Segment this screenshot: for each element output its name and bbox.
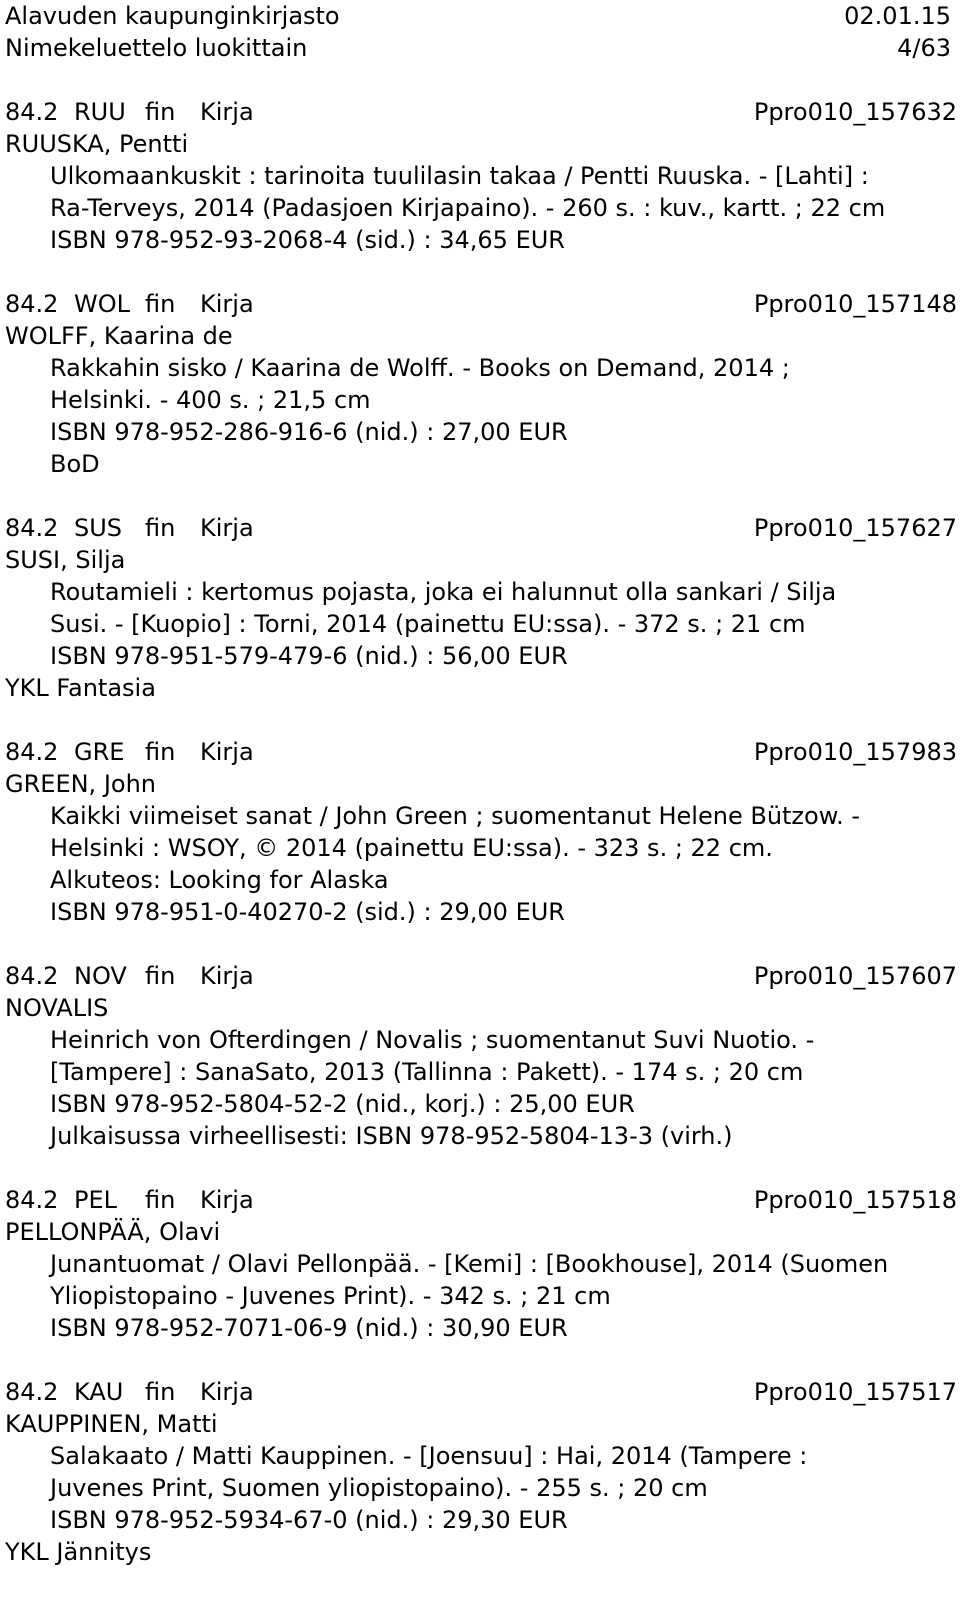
- catalog-page: [5, 0, 957, 1600]
- language: fin: [145, 514, 176, 542]
- record-id: Ppro010_157148: [753, 290, 957, 318]
- entry-heading: [5, 96, 957, 128]
- language: fin: [145, 290, 176, 318]
- language: fin: [145, 962, 176, 990]
- catalog-entry: [5, 512, 957, 704]
- entry-description-line: ISBN 978-952-286-916-6 (nid.) : 27,00 EUR: [50, 418, 568, 446]
- catalog-entry: [5, 1184, 957, 1344]
- language: fin: [145, 1378, 176, 1406]
- entry-author: PELLONPÄÄ, Olavi: [5, 1218, 221, 1246]
- entry-heading: [5, 1184, 957, 1216]
- entry-description-line: Routamieli : kertomus pojasta, joka ei halunnut olla sankari / Silja: [50, 578, 837, 606]
- entry-author: WOLFF, Kaarina de: [5, 322, 233, 350]
- material-type: Kirja: [200, 514, 254, 542]
- class-number: 84.2: [5, 98, 59, 126]
- class-number: 84.2: [5, 1378, 59, 1406]
- list-title: Nimekeluettelo luokittain: [5, 34, 308, 62]
- catalog-entry: [5, 736, 957, 928]
- entry-author: GREEN, John: [5, 770, 156, 798]
- entry-subject-tag: YKL Jännitys: [5, 1538, 152, 1566]
- entry-author: SUSI, Silja: [5, 546, 126, 574]
- entry-heading: [5, 1376, 957, 1408]
- entry-subject-tag: YKL Fantasia: [5, 674, 156, 702]
- shelf-code: GRE: [74, 738, 125, 766]
- library-name: Alavuden kaupunginkirjasto: [5, 2, 340, 30]
- entry-author: KAUPPINEN, Matti: [5, 1410, 218, 1438]
- entry-description-line: Alkuteos: Looking for Alaska: [50, 866, 389, 894]
- entry-description-line: ISBN 978-952-93-2068-4 (sid.) : 34,65 EUR: [50, 226, 565, 254]
- material-type: Kirja: [200, 1378, 254, 1406]
- entry-description-line: Junantuomat / Olavi Pellonpää. - [Kemi] : [Bookhouse], 2014 (Suomen: [50, 1250, 889, 1278]
- shelf-code: NOV: [74, 962, 127, 990]
- entry-description-line: BoD: [50, 450, 100, 478]
- record-id: Ppro010_157517: [753, 1378, 957, 1406]
- entry-description-line: Ulkomaankuskit : tarinoita tuulilasin takaa / Pentti Ruuska. - [Lahti] :: [50, 162, 869, 190]
- class-number: 84.2: [5, 738, 59, 766]
- language: fin: [145, 1186, 176, 1214]
- entry-description-line: ISBN 978-952-5804-52-2 (nid., korj.) : 25,00 EUR: [50, 1090, 635, 1118]
- shelf-code: RUU: [74, 98, 126, 126]
- catalog-entry: [5, 960, 957, 1152]
- shelf-code: SUS: [74, 514, 123, 542]
- entry-description-line: Salakaato / Matti Kauppinen. - [Joensuu] : Hai, 2014 (Tampere :: [50, 1442, 808, 1470]
- catalog-entry: [5, 96, 957, 256]
- entry-description-line: Heinrich von Ofterdingen / Novalis ; suomentanut Suvi Nuotio. -: [50, 1026, 815, 1054]
- class-number: 84.2: [5, 962, 59, 990]
- material-type: Kirja: [200, 1186, 254, 1214]
- class-number: 84.2: [5, 514, 59, 542]
- entry-list: [5, 96, 957, 1568]
- record-id: Ppro010_157632: [753, 98, 957, 126]
- entry-description-line: Helsinki. - 400 s. ; 21,5 cm: [50, 386, 371, 414]
- shelf-code: PEL: [74, 1186, 118, 1214]
- entry-description-line: [Tampere] : SanaSato, 2013 (Tallinna : Pakett). - 174 s. ; 20 cm: [50, 1058, 804, 1086]
- entry-description-line: Ra-Terveys, 2014 (Padasjoen Kirjapaino). - 260 s. : kuv., kartt. ; 22 cm: [50, 194, 886, 222]
- entry-description-line: Juvenes Print, Suomen yliopistopaino). - 255 s. ; 20 cm: [50, 1474, 708, 1502]
- shelf-code: WOL: [74, 290, 130, 318]
- entry-description-line: ISBN 978-951-579-479-6 (nid.) : 56,00 EUR: [50, 642, 568, 670]
- entry-description-line: ISBN 978-951-0-40270-2 (sid.) : 29,00 EUR: [50, 898, 565, 926]
- entry-heading: [5, 512, 957, 544]
- entry-author: NOVALIS: [5, 994, 109, 1022]
- entry-description-line: ISBN 978-952-7071-06-9 (nid.) : 30,90 EUR: [50, 1314, 568, 1342]
- entry-description-line: Yliopistopaino - Juvenes Print). - 342 s. ; 21 cm: [50, 1282, 611, 1310]
- language: fin: [145, 738, 176, 766]
- shelf-code: KAU: [74, 1378, 124, 1406]
- record-id: Ppro010_157627: [753, 514, 957, 542]
- record-id: Ppro010_157983: [753, 738, 957, 766]
- entry-heading: [5, 960, 957, 992]
- entry-description-line: Susi. - [Kuopio] : Torni, 2014 (painettu EU:ssa). - 372 s. ; 21 cm: [50, 610, 806, 638]
- material-type: Kirja: [200, 962, 254, 990]
- entry-heading: [5, 288, 957, 320]
- record-id: Ppro010_157518: [753, 1186, 957, 1214]
- material-type: Kirja: [200, 290, 254, 318]
- header-row-1: [5, 0, 957, 32]
- material-type: Kirja: [200, 738, 254, 766]
- report-date: 02.01.15: [844, 2, 951, 30]
- language: fin: [145, 98, 176, 126]
- record-id: Ppro010_157607: [753, 962, 957, 990]
- entry-heading: [5, 736, 957, 768]
- entry-author: RUUSKA, Pentti: [5, 130, 189, 158]
- catalog-entry: [5, 288, 957, 480]
- class-number: 84.2: [5, 290, 59, 318]
- catalog-entry: [5, 1376, 957, 1568]
- entry-description-line: Kaikki viimeiset sanat / John Green ; suomentanut Helene Bützow. -: [50, 802, 861, 830]
- class-number: 84.2: [5, 1186, 59, 1214]
- entry-description-line: Helsinki : WSOY, © 2014 (painettu EU:ssa). - 323 s. ; 22 cm.: [50, 834, 773, 862]
- entry-description-line: ISBN 978-952-5934-67-0 (nid.) : 29,30 EUR: [50, 1506, 568, 1534]
- header-row-2: [5, 32, 957, 64]
- entry-description-line: Rakkahin sisko / Kaarina de Wolff. - Books on Demand, 2014 ;: [50, 354, 790, 382]
- material-type: Kirja: [200, 98, 254, 126]
- page-number: 4/63: [897, 34, 951, 62]
- entry-description-line: Julkaisussa virheellisesti: ISBN 978-952-5804-13-3 (virh.): [50, 1122, 733, 1150]
